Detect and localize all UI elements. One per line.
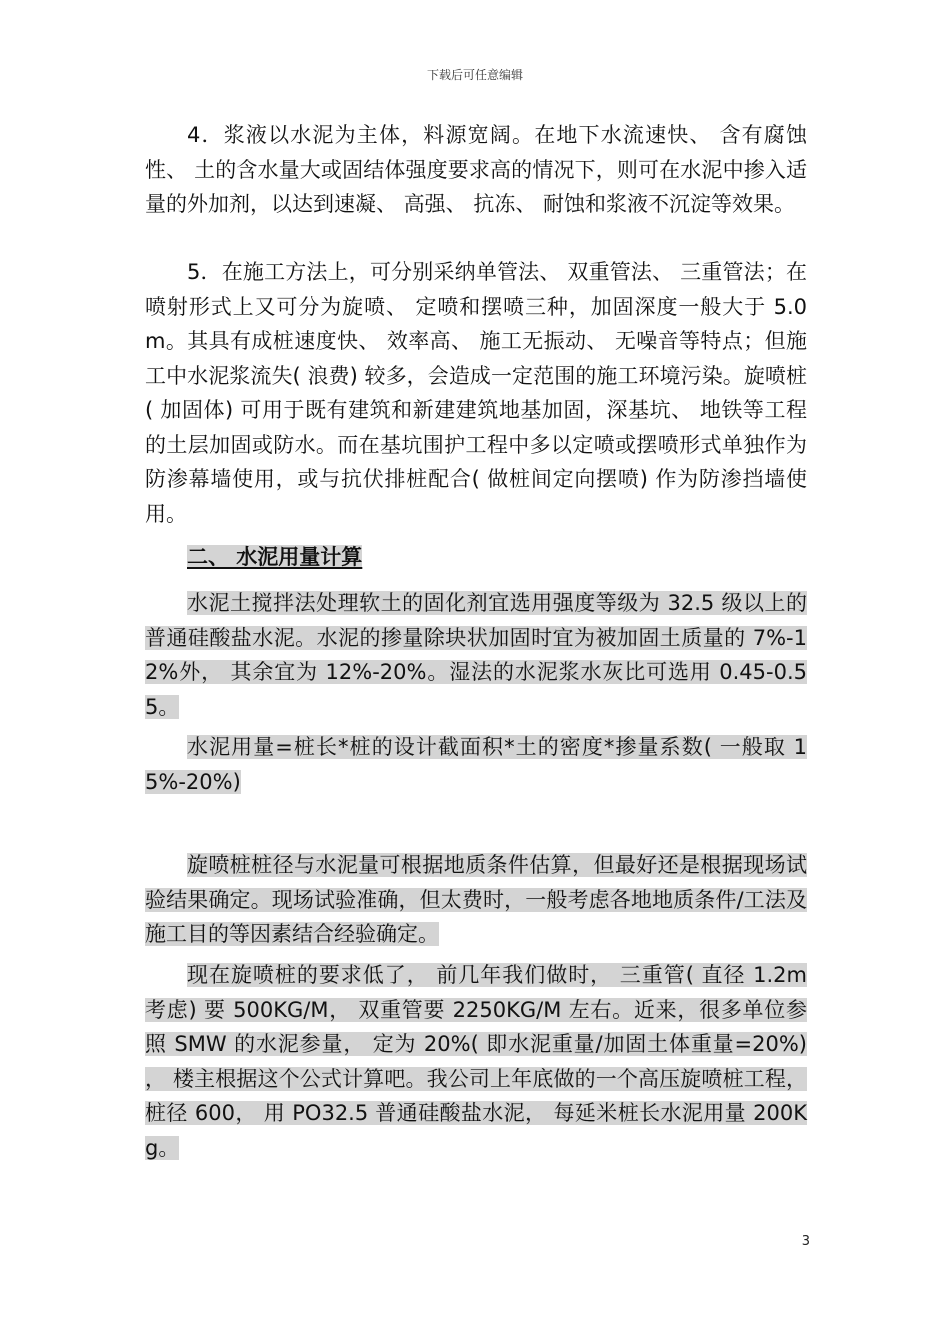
section-heading	[145, 540, 807, 575]
paragraph-example-text: 现在旋喷桩的要求低了， 前几年我们做时， 三重管( 直径 1.2m 考虑) 要 500KG/M， 双重管要 2250KG/M 左右。近来，很多单位参照 SMW 的水泥参量， 定为 20%( 即水泥重量/加固土体重量=20%) ， 楼主根据这个公式计算吧。我公司上年底做的一个高压旋喷桩工程， 桩径 600， 用 PO32.5 普通硅酸盐水泥， 每延米桩长水泥用量 200Kg。	[145, 963, 807, 1160]
page-header-caption: 下载后可任意编辑	[426, 68, 523, 82]
paragraph-cement-formula-text: 水泥用量=桩长*桩的设计截面积*土的密度*掺量系数( 一般取 15%-20%)	[145, 735, 807, 794]
paragraph-estimation	[145, 848, 807, 952]
paragraph-estimation-text: 旋喷桩桩径与水泥量可根据地质条件估算，但最好还是根据现场试验结果确定。现场试验准确，但太费时，一般考虑各地地质条件/工法及施工目的等因素结合经验确定。	[145, 853, 807, 946]
paragraph-grout-properties: 4．浆液以水泥为主体，料源宽阔。在地下水流速快、 含有腐蚀性、 土的含水量大或固结体强度要求高的情况下，则可在水泥中掺入适量的外加剂，以达到速凝、 高强、 抗冻、 耐蚀和浆液不沉淀等效果。	[145, 123, 807, 216]
paragraph-cement-formula	[145, 730, 807, 799]
section-heading-text: 二、 水泥用量计算	[187, 545, 363, 569]
paragraph-example	[145, 958, 807, 1165]
paragraph-cement-dosage-text: 水泥土搅拌法处理软土的固化剂宜选用强度等级为 32.5 级以上的普通硅酸盐水泥。水泥的掺量除块状加固时宜为被加固土质量的 7%-12%外， 其余宜为 12%-20%。湿法的水泥浆水灰比可选用 0.45-0.55。	[145, 591, 807, 719]
paragraph-construction-methods: 5．在施工方法上，可分别采纳单管法、 双重管法、 三重管法；在喷射形式上又可分为旋喷、 定喷和摆喷三种，加固深度一般大于 5.0m。其具有成桩速度快、 效率高、 施工无振动、 无噪音等特点；但施工中水泥浆流失( 浪费) 较多，会造成一定范围的施工环境污染。旋喷桩( 加固体) 可用于既有建筑和新建建筑地基加固，深基坑、 地铁等工程的土层加固或防水。而在基坑围护工程中多以定喷或摆喷形式单独作为防渗幕墙使用，或与抗伏排桩配合( 做桩间定向摆喷) 作为防渗挡墙使用。	[145, 260, 807, 526]
paragraph-cement-dosage	[145, 586, 807, 724]
page-number: 3	[801, 1234, 810, 1249]
